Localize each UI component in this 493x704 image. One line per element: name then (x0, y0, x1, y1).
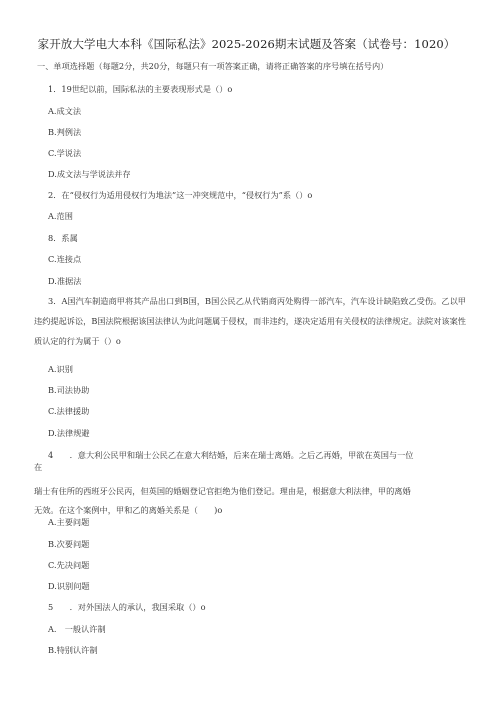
question-2-option-d: D.准据法 (48, 276, 82, 286)
question-3-option-d: D.法律规避 (48, 428, 90, 438)
question-2-option-a: A.范围 (48, 211, 73, 221)
question-5-stem: 5 ．对外国法人的承认，我国采取（）o (48, 602, 206, 612)
question-1-option-c: C.学说法 (48, 148, 82, 158)
question-1-option-d: D.成文法与学说法并存 (48, 169, 131, 179)
question-4-option-d: D.识别问题 (48, 581, 90, 591)
question-4-stem-wrap: 在 (34, 462, 43, 472)
question-4-stem-line-1: 4 ．意大利公民甲和瑞士公民乙在意大利结婚，后来在瑞士离婚。之后乙再婚，甲欲在英国与一位 (48, 450, 414, 460)
question-4-stem-line-3: 无效。在这个案例中，甲和乙的离婚关系是（ )o (34, 505, 223, 515)
question-4-option-c: C.先决问题 (48, 560, 90, 570)
question-4-option-a: A.主要问题 (48, 517, 90, 527)
question-5-option-a: A. 一般认许制 (48, 624, 106, 634)
question-4-stem-line-2: 瑞士有住所的西班牙公民丙，但英国的婚姻登记官拒绝为他们登记。理由是，根据意大利法律，甲的离婚 (34, 486, 411, 496)
question-1-stem: 1．19世纪以前，国际私法的主要表现形式是（）o (48, 84, 233, 94)
question-2-option-b: 8．系属 (48, 233, 78, 243)
question-4-option-b: B.次要问题 (48, 539, 90, 549)
question-3-stem: 3．A国汽车制造商甲将其产品出口到B国，B国公民乙从代销商丙处购得一部汽车，汽车设计缺陷致乙受伤。乙以甲违约提起诉讼，B国法院根据该国法律认为此问题属于侵权，而非违约，遂决定适用有关侵权的法律规定。法院对该案性质认定的行为属于（）o (34, 296, 466, 346)
section-heading: 一、单项选择题（每题2分，共20分，每题只有一项答案正确，请将正确答案的序号填在括号内） (37, 61, 389, 71)
question-3-option-a: A.识别 (48, 364, 73, 374)
question-1-option-b: B.判例法 (48, 127, 82, 137)
question-3-option-b: B.司法协助 (48, 385, 90, 395)
question-1-option-a: A.成文法 (48, 106, 82, 116)
question-2-option-c: C.连接点 (48, 254, 82, 264)
page-title: 家开放大学电大本科《国际私法》2025-2026期末试题及答案（试卷号：1020） (37, 37, 456, 51)
question-2-stem: 2．在“侵权行为适用侵权行为地法”这一冲突规范中，“侵权行为”系（）o (48, 190, 313, 200)
question-3-option-c: C.法律援助 (48, 406, 90, 416)
question-5-option-b: B.特别认许制 (48, 645, 98, 655)
